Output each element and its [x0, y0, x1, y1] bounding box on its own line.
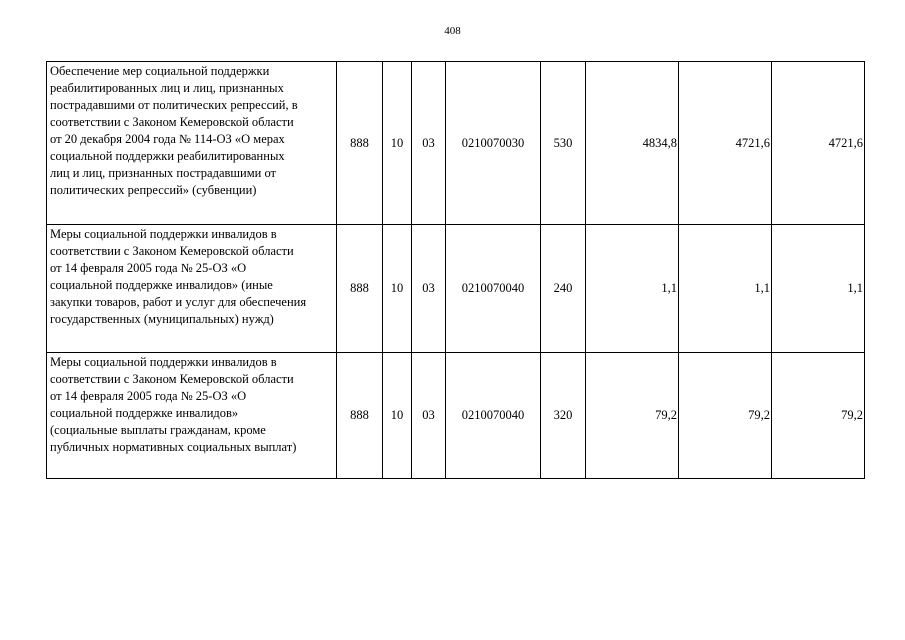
- section-code: 10: [383, 225, 412, 353]
- table-row: [47, 353, 865, 479]
- budget-table: [46, 61, 865, 479]
- amount-year-1: 1,1: [586, 225, 679, 353]
- amount-year-1: 79,2: [586, 353, 679, 479]
- expense-type-code: 240: [541, 225, 586, 353]
- target-article-code: 0210070040: [446, 353, 541, 479]
- target-article-code: 0210070040: [446, 225, 541, 353]
- page-number: 408: [444, 25, 461, 37]
- subsection-code: 03: [412, 225, 446, 353]
- amount-year-3: 4721,6: [772, 62, 865, 225]
- amount-year-1: 4834,8: [586, 62, 679, 225]
- expense-type-code: 320: [541, 353, 586, 479]
- amount-year-2: 4721,6: [679, 62, 772, 225]
- ministry-code: 888: [337, 225, 383, 353]
- section-code: 10: [383, 62, 412, 225]
- ministry-code: 888: [337, 353, 383, 479]
- row-description: Меры социальной поддержки инвалидов в соответствии с Законом Кемеровской области от 14 февраля 2005 года № 25-ОЗ «О социальной поддержке инвалидов» (иные закупки товаров, работ и услуг для обеспечения государственных (муниципальных) нужд): [47, 225, 337, 353]
- amount-year-2: 79,2: [679, 353, 772, 479]
- target-article-code: 0210070030: [446, 62, 541, 225]
- table-row: [47, 225, 865, 353]
- subsection-code: 03: [412, 62, 446, 225]
- row-description: Меры социальной поддержки инвалидов в соответствии с Законом Кемеровской области от 14 февраля 2005 года № 25-ОЗ «О социальной поддержке инвалидов» (социальные выплаты гражданам, кроме публичных нормативных социальных выплат): [47, 353, 337, 479]
- amount-year-3: 1,1: [772, 225, 865, 353]
- expense-type-code: 530: [541, 62, 586, 225]
- table-row: [47, 62, 865, 225]
- amount-year-3: 79,2: [772, 353, 865, 479]
- row-description: Обеспечение мер социальной поддержки реабилитированных лиц и лиц, признанных пострадавшими от политических репрессий, в соответствии с Законом Кемеровской области от 20 декабря 2004 года № 114-ОЗ «О мерах социальной поддержки реабилитированных лиц и лиц, признанных пострадавшими от политических репрессий» (субвенции): [47, 62, 337, 225]
- ministry-code: 888: [337, 62, 383, 225]
- section-code: 10: [383, 353, 412, 479]
- amount-year-2: 1,1: [679, 225, 772, 353]
- subsection-code: 03: [412, 353, 446, 479]
